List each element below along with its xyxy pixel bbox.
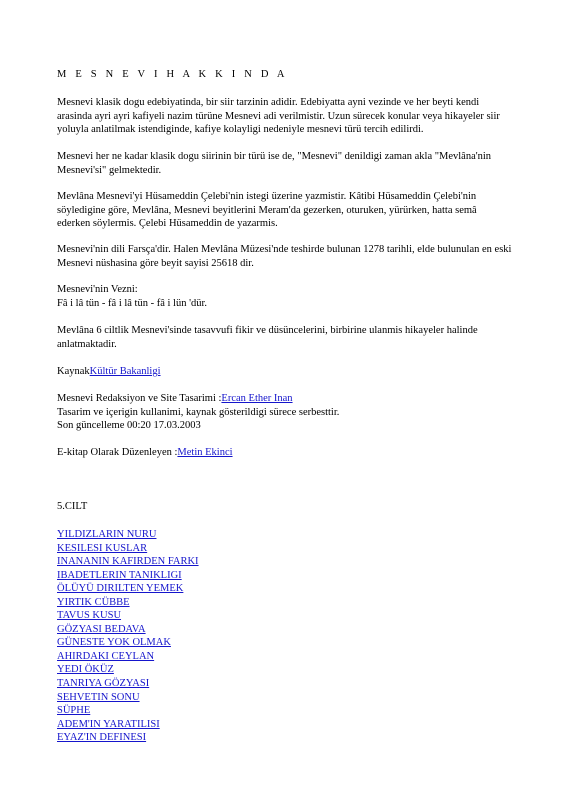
paragraph-volumes: Mevlâna 6 ciltlik Mesnevi'sinde tasavvufi fikir ve düsüncelerini, birbirine ulanmis hikayeler halinde anlatmaktadir. <box>57 325 478 350</box>
source-line <box>57 365 512 379</box>
toc-link[interactable]: YILDIZLARIN NURU <box>57 529 157 540</box>
vezin-label: Mesnevi'nin Vezni: <box>57 284 138 295</box>
rights-text: Tasarim ve içerigin kullanimi, kaynak gösterildigi sürece serbesttir. <box>57 406 340 418</box>
updated-text: Son güncelleme 00:20 17.03.2003 <box>57 420 201 431</box>
list-item <box>57 569 512 583</box>
page-title: M E S N E V I H A K K I N D A <box>57 69 288 80</box>
toc-link[interactable]: EYAZ'IN DEFINESI <box>57 732 147 744</box>
editor-line <box>57 392 512 406</box>
list-item <box>57 528 512 542</box>
ebook-line <box>57 446 512 460</box>
list-item <box>57 542 512 556</box>
list-item <box>57 691 512 705</box>
list-item <box>57 636 512 650</box>
toc-link[interactable]: ÖLÜYÜ DIRILTEN YEMEK <box>57 583 184 595</box>
toc-link[interactable]: INANANIN KAFIRDEN FARKI <box>57 556 199 568</box>
editor-label: Mesnevi Redaksiyon ve Site Tasarimi : <box>57 393 222 404</box>
list-item <box>57 718 512 732</box>
list-item <box>57 582 512 596</box>
toc-link[interactable]: IBADETLERIN TANIKLIGI <box>57 569 182 581</box>
toc-link[interactable]: YEDI ÖKÜZ <box>57 664 114 676</box>
editor-link[interactable]: Ercan Ether Inan <box>221 393 293 404</box>
toc-link[interactable]: AHIRDAKI CEYLAN <box>57 650 155 662</box>
list-item <box>57 609 512 623</box>
ebook-link[interactable]: Metin Ekinci <box>177 447 233 458</box>
source-label: Kaynak <box>57 366 90 377</box>
toc-link[interactable]: ADEM'IN YARATILISI <box>57 718 160 730</box>
toc-link[interactable]: YIRTIK CÜBBE <box>57 596 130 608</box>
vezin-text: Fâ i lâ tün - fâ i lâ tün - fâ i lün 'dür. <box>57 297 208 309</box>
paragraph-intro: Mesnevi klasik dogu edebiyatinda, bir siir tarzinin adidir. Edebiyatta ayni vezinde ve her beyti kendi arasinda ayri ayri kafiyeli nazim türüne Mesnevi adi verilmistir. Uzun sürecek konular veya hikayeler siir yoluyla anlatilmak istendiginde, kafiye kolayligi nedeniyle mesnevi türü tercih edilirdi. <box>57 97 500 135</box>
paragraph-language: Mesnevi'nin dili Farsça'dir. Halen Mevlâna Müzesi'nde teshirde bulunan 1278 tarihli, elde bulunulan en eski Mesnevi nüshasina göre beyit sayisi 25618 dir. <box>57 244 512 269</box>
list-item <box>57 677 512 691</box>
list-item <box>57 623 512 637</box>
list-item <box>57 555 512 569</box>
toc-link[interactable]: SÜPHE <box>57 705 91 717</box>
volume-heading: 5.CILT <box>57 501 88 512</box>
toc-link[interactable]: GÜNESTE YOK OLMAK <box>57 637 171 649</box>
list-item <box>57 596 512 610</box>
toc-link[interactable]: KESILESI KUSLAR <box>57 542 148 554</box>
ebook-label: E-kitap Olarak Düzenleyen : <box>57 447 178 458</box>
toc-link[interactable]: GÖZYASI BEDAVA <box>57 623 146 635</box>
toc-link[interactable]: SEHVETIN SONU <box>57 691 140 703</box>
toc-link[interactable]: TANRIYA GÖZYASI <box>57 678 150 690</box>
list-item <box>57 650 512 664</box>
list-item <box>57 663 512 677</box>
table-of-contents <box>57 528 512 745</box>
credits-block <box>57 392 512 433</box>
list-item <box>57 704 512 718</box>
toc-link[interactable]: TAVUS KUSU <box>57 610 122 622</box>
vezin-block <box>57 283 512 310</box>
list-item <box>57 731 512 745</box>
source-link[interactable]: Kültür Bakanligi <box>89 366 161 377</box>
paragraph-mevlana-mesnevi: Mesnevi her ne kadar klasik dogu siirinin bir türü ise de, "Mesnevi" denildigi zaman akla "Mevlâna'nin Mesnevi'si" gelmektedir. <box>57 151 492 176</box>
paragraph-husameddin: Mevlâna Mesnevi'yi Hüsameddin Çelebi'nin istegi üzerine yazmistir. Kâtibi Hüsameddin Çelebi'nin söyledigine göre, Mevlâna, Mesnevi beyitlerini Meram'da gezerken, oturuken, yürürken, hatta semâ ederken söylermis. Çelebi Hüsameddin de yazarmis. <box>57 191 477 229</box>
